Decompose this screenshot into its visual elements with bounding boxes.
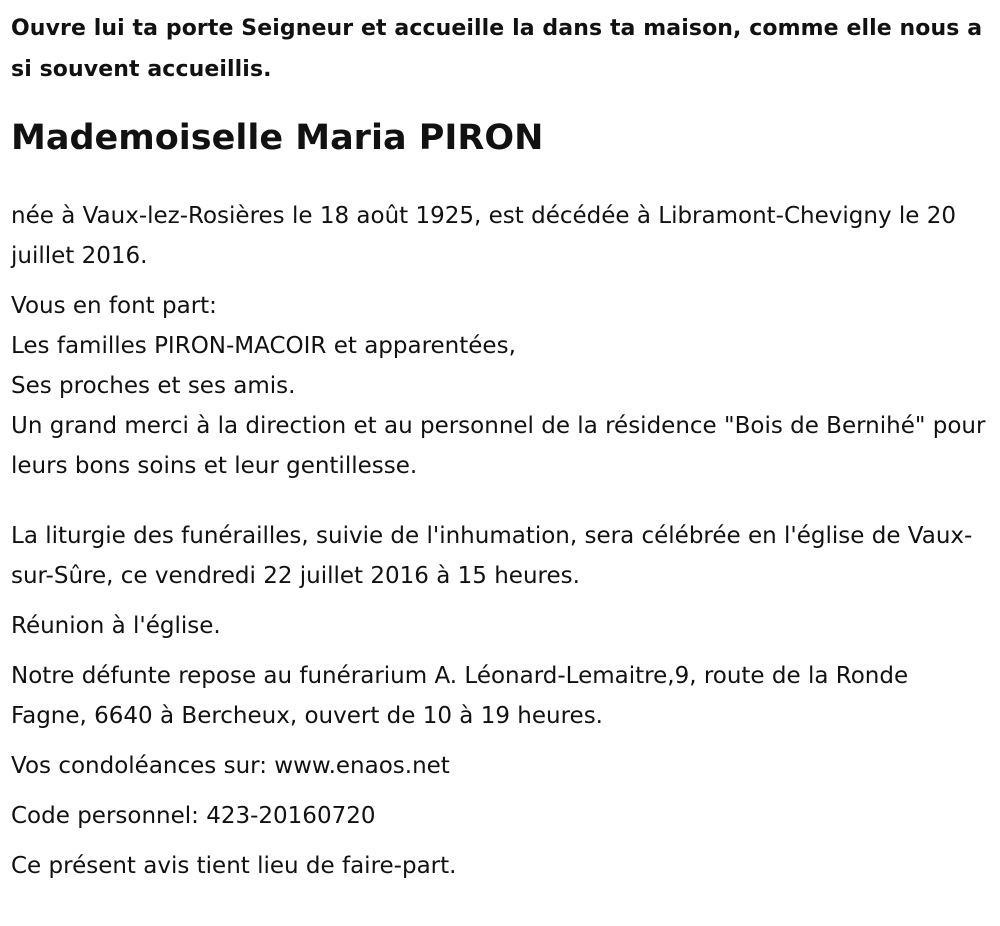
birth-death-details: née à Vaux-lez-Rosières le 18 août 1925, est décédée à Libramont-Chevigny le 20 juillet 2016. [11,203,956,269]
relatives-line: Ses proches et ses amis. [11,373,296,399]
condolences-line: Vos condoléances sur: www.enaos.net [11,753,450,779]
deceased-name: Mademoiselle Maria PIRON [11,118,544,158]
thanks-line: Un grand merci à la direction et au personnel de la résidence "Bois de Bernihé" pour leurs bons soins et leur gentillesse. [11,413,986,479]
announcement-intro: Vous en font part: [11,293,217,319]
announcement-block [11,286,988,486]
funeral-home-details: Notre défunte repose au funérarium A. Léonard-Lemaitre,9, route de la Ronde Fagne, 6640 à Bercheux, ouvert de 10 à 19 heures. [11,663,909,729]
epigraph: Ouvre lui ta porte Seigneur et accueille la dans ta maison, comme elle nous a si souvent accueillis. [11,16,983,82]
personal-code: Code personnel: 423-20160720 [11,803,376,829]
families-line: Les familles PIRON-MACOIR et apparentées, [11,333,516,359]
closing-line: Ce présent avis tient lieu de faire-part. [11,853,457,879]
liturgy-details: La liturgie des funérailles, suivie de l'inhumation, sera célébrée en l'église de Vaux-sur-Sûre, ce vendredi 22 juillet 2016 à 15 heures. [11,523,973,589]
meeting-location: Réunion à l'église. [11,613,221,639]
